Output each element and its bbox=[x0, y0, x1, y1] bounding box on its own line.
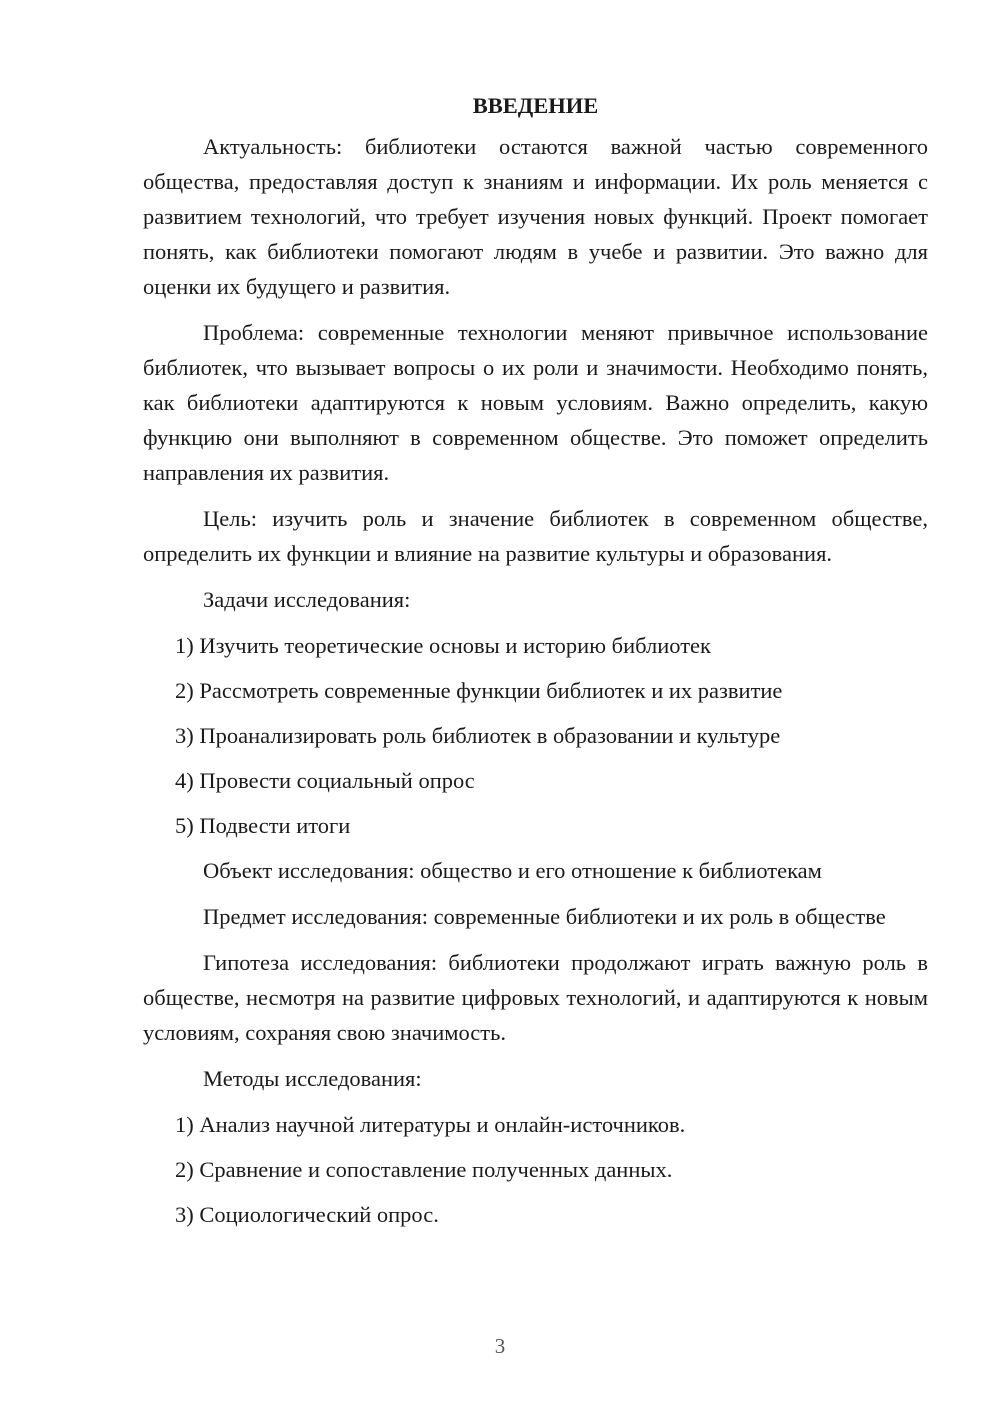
hypothesis-paragraph: Гипотеза исследования: библиотеки продолжают играть важную роль в обществе, несмотря на развитие цифровых технологий, и адаптируются к новым условиям, сохраняя свою значимость. bbox=[143, 950, 928, 1045]
tasks-heading: Задачи исследования: bbox=[203, 587, 411, 612]
task-item: 1) Изучить теоретические основы и историю библиотек bbox=[175, 633, 711, 658]
subject-paragraph: Предмет исследования: современные библиотеки и их роль в обществе bbox=[203, 904, 886, 929]
problem-paragraph: Проблема: современные технологии меняют привычное использование библиотек, что вызывает вопросы о их роли и значимости. Необходимо понять, как библиотеки адаптируются к новым условиям. Важно определить, какую функцию они выполняют в современном обществе. Это поможет определить направления их развития. bbox=[143, 320, 928, 485]
goal-paragraph: Цель: изучить роль и значение библиотек в современном обществе, определить их функции и влияние на развитие культуры и образования. bbox=[143, 506, 928, 566]
methods-list bbox=[143, 1107, 928, 1232]
task-item: 2) Рассмотреть современные функции библиотек и их развитие bbox=[175, 678, 783, 703]
task-item: 3) Проанализировать роль библиотек в образовании и культуре bbox=[175, 723, 781, 748]
method-item: 1) Анализ научной литературы и онлайн-источников. bbox=[175, 1112, 686, 1137]
method-item: 3) Социологический опрос. bbox=[175, 1202, 439, 1227]
task-item: 4) Провести социальный опрос bbox=[175, 768, 475, 793]
document-page bbox=[143, 88, 928, 1242]
section-title: ВВЕДЕНИЕ bbox=[472, 93, 599, 118]
relevance-paragraph: Актуальность: библиотеки остаются важной частью современного общества, предоставляя доступ к знаниям и информации. Их роль меняется с развитием технологий, что требует изучения новых функций. Проект помогает понять, как библиотеки помогают людям в учебе и развитии. Это важно для оценки их будущего и развития. bbox=[143, 134, 928, 299]
task-item: 5) Подвести итоги bbox=[175, 813, 351, 838]
object-paragraph: Объект исследования: общество и его отношение к библиотекам bbox=[203, 858, 822, 883]
method-item: 2) Сравнение и сопоставление полученных данных. bbox=[175, 1157, 673, 1182]
tasks-list bbox=[143, 628, 928, 843]
page-number: 3 bbox=[494, 1334, 506, 1358]
methods-heading: Методы исследования: bbox=[203, 1066, 422, 1091]
